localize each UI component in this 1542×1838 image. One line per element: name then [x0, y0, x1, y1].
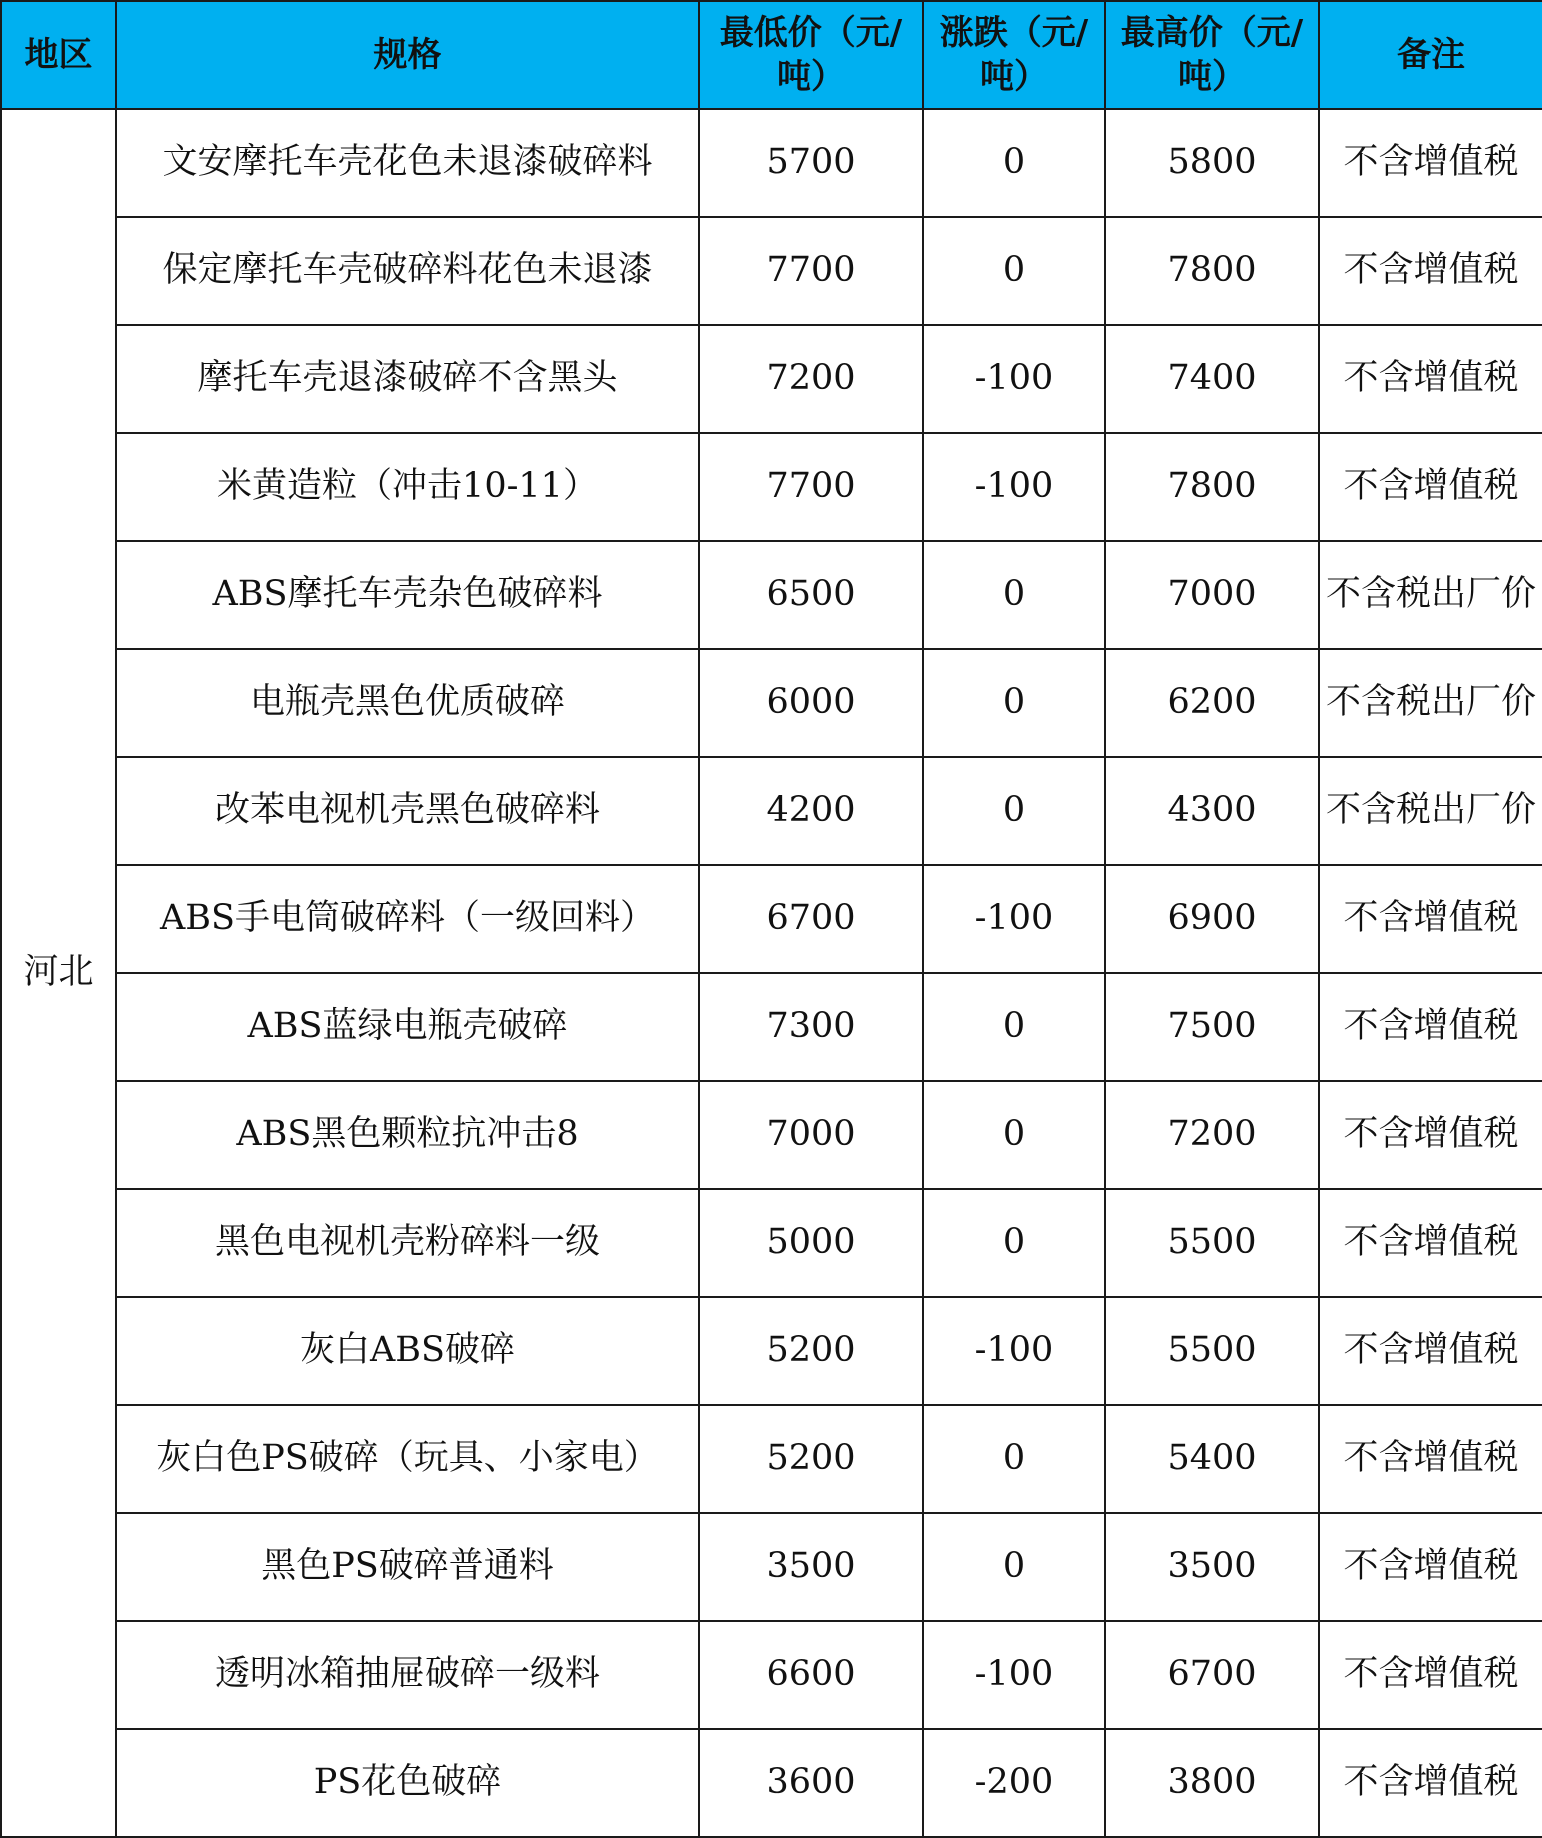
change-cell: 0 — [923, 1189, 1105, 1297]
table-row — [1, 109, 1542, 217]
spec-cell: 保定摩托车壳破碎料花色未退漆 — [116, 217, 699, 325]
table-row — [1, 1405, 1542, 1513]
change-cell: 0 — [923, 1081, 1105, 1189]
max-price-cell: 5500 — [1105, 1189, 1319, 1297]
max-price-cell: 7400 — [1105, 325, 1319, 433]
spec-cell: 摩托车壳退漆破碎不含黑头 — [116, 325, 699, 433]
max-price-cell: 5400 — [1105, 1405, 1319, 1513]
change-cell: 0 — [923, 109, 1105, 217]
table-row — [1, 433, 1542, 541]
change-cell: 0 — [923, 1513, 1105, 1621]
note-cell: 不含增值税 — [1319, 1189, 1542, 1297]
note-cell: 不含税出厂价 — [1319, 757, 1542, 865]
max-price-cell: 6900 — [1105, 865, 1319, 973]
note-cell: 不含增值税 — [1319, 865, 1542, 973]
spec-cell: PS花色破碎 — [116, 1729, 699, 1837]
max-price-cell: 3500 — [1105, 1513, 1319, 1621]
table-row — [1, 1189, 1542, 1297]
header-note: 备注 — [1319, 1, 1542, 109]
max-price-cell: 5500 — [1105, 1297, 1319, 1405]
table-row — [1, 865, 1542, 973]
min-price-cell: 3600 — [699, 1729, 923, 1837]
spec-cell: 灰白ABS破碎 — [116, 1297, 699, 1405]
region-cell: 河北 — [1, 109, 116, 1837]
spec-cell: 改苯电视机壳黑色破碎料 — [116, 757, 699, 865]
min-price-cell: 7300 — [699, 973, 923, 1081]
table-header — [1, 1, 1542, 109]
min-price-cell: 4200 — [699, 757, 923, 865]
max-price-cell: 6700 — [1105, 1621, 1319, 1729]
note-cell: 不含增值税 — [1319, 217, 1542, 325]
note-cell: 不含税出厂价 — [1319, 541, 1542, 649]
max-price-cell: 4300 — [1105, 757, 1319, 865]
change-cell: 0 — [923, 973, 1105, 1081]
header-region: 地区 — [1, 1, 116, 109]
max-price-cell: 6200 — [1105, 649, 1319, 757]
spec-cell: ABS蓝绿电瓶壳破碎 — [116, 973, 699, 1081]
change-cell: -100 — [923, 1621, 1105, 1729]
max-price-cell: 5800 — [1105, 109, 1319, 217]
max-price-cell: 7800 — [1105, 433, 1319, 541]
note-cell: 不含增值税 — [1319, 973, 1542, 1081]
table-row — [1, 541, 1542, 649]
header-max-price: 最高价（元/吨） — [1105, 1, 1319, 109]
table-body — [1, 109, 1542, 1837]
note-cell: 不含增值税 — [1319, 1297, 1542, 1405]
max-price-cell: 3800 — [1105, 1729, 1319, 1837]
header-min-price: 最低价（元/吨） — [699, 1, 923, 109]
spec-cell: ABS黑色颗粒抗冲击8 — [116, 1081, 699, 1189]
min-price-cell: 6000 — [699, 649, 923, 757]
change-cell: 0 — [923, 1405, 1105, 1513]
max-price-cell: 7800 — [1105, 217, 1319, 325]
max-price-cell: 7000 — [1105, 541, 1319, 649]
table-row — [1, 757, 1542, 865]
note-cell: 不含增值税 — [1319, 1405, 1542, 1513]
table-row — [1, 1729, 1542, 1837]
note-cell: 不含增值税 — [1319, 1513, 1542, 1621]
min-price-cell: 7700 — [699, 217, 923, 325]
table-row — [1, 1297, 1542, 1405]
note-cell: 不含增值税 — [1319, 1729, 1542, 1837]
table-row — [1, 973, 1542, 1081]
max-price-cell: 7500 — [1105, 973, 1319, 1081]
change-cell: -100 — [923, 325, 1105, 433]
header-change: 涨跌（元/吨） — [923, 1, 1105, 109]
change-cell: 0 — [923, 217, 1105, 325]
note-cell: 不含增值税 — [1319, 109, 1542, 217]
min-price-cell: 6500 — [699, 541, 923, 649]
table-row — [1, 1621, 1542, 1729]
min-price-cell: 5200 — [699, 1405, 923, 1513]
min-price-cell: 7200 — [699, 325, 923, 433]
max-price-cell: 7200 — [1105, 1081, 1319, 1189]
header-row — [1, 1, 1542, 109]
spec-cell: 黑色PS破碎普通料 — [116, 1513, 699, 1621]
table-row — [1, 1081, 1542, 1189]
min-price-cell: 6700 — [699, 865, 923, 973]
change-cell: 0 — [923, 541, 1105, 649]
min-price-cell: 6600 — [699, 1621, 923, 1729]
note-cell: 不含税出厂价 — [1319, 649, 1542, 757]
spec-cell: 米黄造粒（冲击10-11） — [116, 433, 699, 541]
min-price-cell: 5000 — [699, 1189, 923, 1297]
min-price-cell: 7000 — [699, 1081, 923, 1189]
min-price-cell: 3500 — [699, 1513, 923, 1621]
table-row — [1, 649, 1542, 757]
change-cell: -100 — [923, 433, 1105, 541]
change-cell: 0 — [923, 649, 1105, 757]
min-price-cell: 5700 — [699, 109, 923, 217]
spec-cell: 透明冰箱抽屉破碎一级料 — [116, 1621, 699, 1729]
header-spec: 规格 — [116, 1, 699, 109]
min-price-cell: 5200 — [699, 1297, 923, 1405]
spec-cell: 文安摩托车壳花色未退漆破碎料 — [116, 109, 699, 217]
change-cell: 0 — [923, 757, 1105, 865]
table-row — [1, 217, 1542, 325]
note-cell: 不含增值税 — [1319, 1621, 1542, 1729]
spec-cell: ABS摩托车壳杂色破碎料 — [116, 541, 699, 649]
change-cell: -200 — [923, 1729, 1105, 1837]
spec-cell: 黑色电视机壳粉碎料一级 — [116, 1189, 699, 1297]
change-cell: -100 — [923, 1297, 1105, 1405]
table-row — [1, 325, 1542, 433]
spec-cell: 灰白色PS破碎（玩具、小家电） — [116, 1405, 699, 1513]
change-cell: -100 — [923, 865, 1105, 973]
min-price-cell: 7700 — [699, 433, 923, 541]
note-cell: 不含增值税 — [1319, 1081, 1542, 1189]
note-cell: 不含增值税 — [1319, 325, 1542, 433]
spec-cell: ABS手电筒破碎料（一级回料） — [116, 865, 699, 973]
table-row — [1, 1513, 1542, 1621]
spec-cell: 电瓶壳黑色优质破碎 — [116, 649, 699, 757]
note-cell: 不含增值税 — [1319, 433, 1542, 541]
